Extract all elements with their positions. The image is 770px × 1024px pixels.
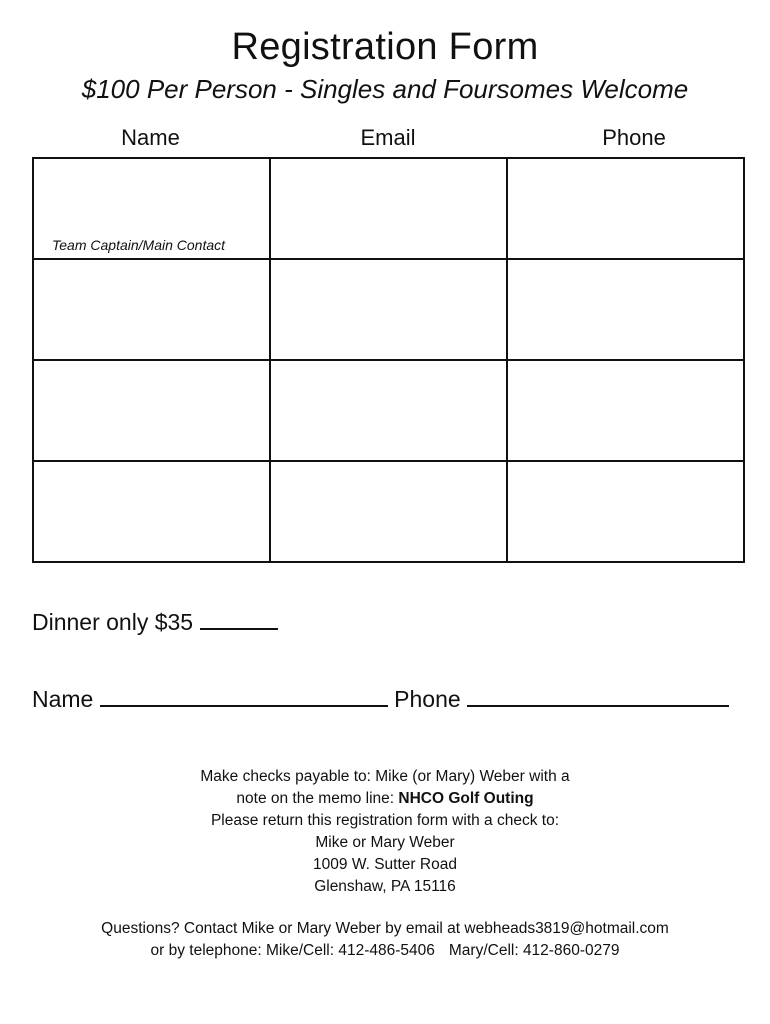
name-cell[interactable] — [33, 259, 270, 360]
questions-line-1: Questions? Contact Mike or Mary Weber by email at webheads3819@hotmail.com — [101, 920, 669, 937]
dinner-only-line — [32, 604, 278, 637]
mary-phone: Mary/Cell: 412-860-0279 — [448, 942, 620, 959]
table-row — [33, 360, 744, 461]
address-city: Glenshaw, PA 15116 — [314, 878, 456, 895]
questions-contact — [0, 918, 770, 962]
name-cell[interactable] — [33, 461, 270, 562]
table-row — [33, 259, 744, 360]
phone-cell[interactable] — [507, 259, 744, 360]
payment-instructions — [0, 766, 770, 898]
contact-name-label: Name — [32, 686, 94, 712]
column-header-name: Name — [121, 125, 180, 150]
address-name: Mike or Mary Weber — [315, 834, 455, 851]
contact-name-blank[interactable] — [100, 681, 388, 707]
dinner-count-blank[interactable] — [200, 604, 278, 630]
form-subtitle: $100 Per Person - Singles and Foursomes Welcome — [81, 74, 689, 104]
table-row — [33, 158, 744, 259]
team-captain-note: Team Captain/Main Contact — [52, 237, 226, 253]
contact-phone-blank[interactable] — [467, 681, 729, 707]
email-cell[interactable] — [270, 158, 507, 259]
contact-phone-label: Phone — [394, 686, 461, 712]
column-header-email: Email — [360, 125, 416, 150]
payment-line-2 — [0, 788, 770, 810]
payment-line-1: Make checks payable to: Mike (or Mary) Weber with a — [200, 768, 570, 785]
memo-text: NHCO Golf Outing — [398, 790, 534, 807]
column-header-phone: Phone — [602, 125, 666, 150]
phone-cell[interactable] — [507, 360, 744, 461]
registration-table — [32, 157, 745, 563]
email-cell[interactable] — [270, 360, 507, 461]
name-cell[interactable] — [33, 158, 270, 259]
memo-prefix: note on the memo line: — [236, 790, 399, 807]
mike-phone: or by telephone: Mike/Cell: 412-486-5406 — [150, 942, 435, 959]
payment-line-3: Please return this registration form with a check to: — [210, 812, 560, 829]
dinner-only-label: Dinner only $35 — [32, 609, 194, 635]
questions-line-2 — [0, 940, 770, 962]
phone-cell[interactable] — [507, 461, 744, 562]
email-cell[interactable] — [270, 461, 507, 562]
table-row — [33, 461, 744, 562]
phone-cell[interactable] — [507, 158, 744, 259]
form-title: Registration Form — [231, 26, 539, 68]
address-street: 1009 W. Sutter Road — [313, 856, 457, 873]
contact-line — [32, 681, 729, 714]
name-cell[interactable] — [33, 360, 270, 461]
email-cell[interactable] — [270, 259, 507, 360]
